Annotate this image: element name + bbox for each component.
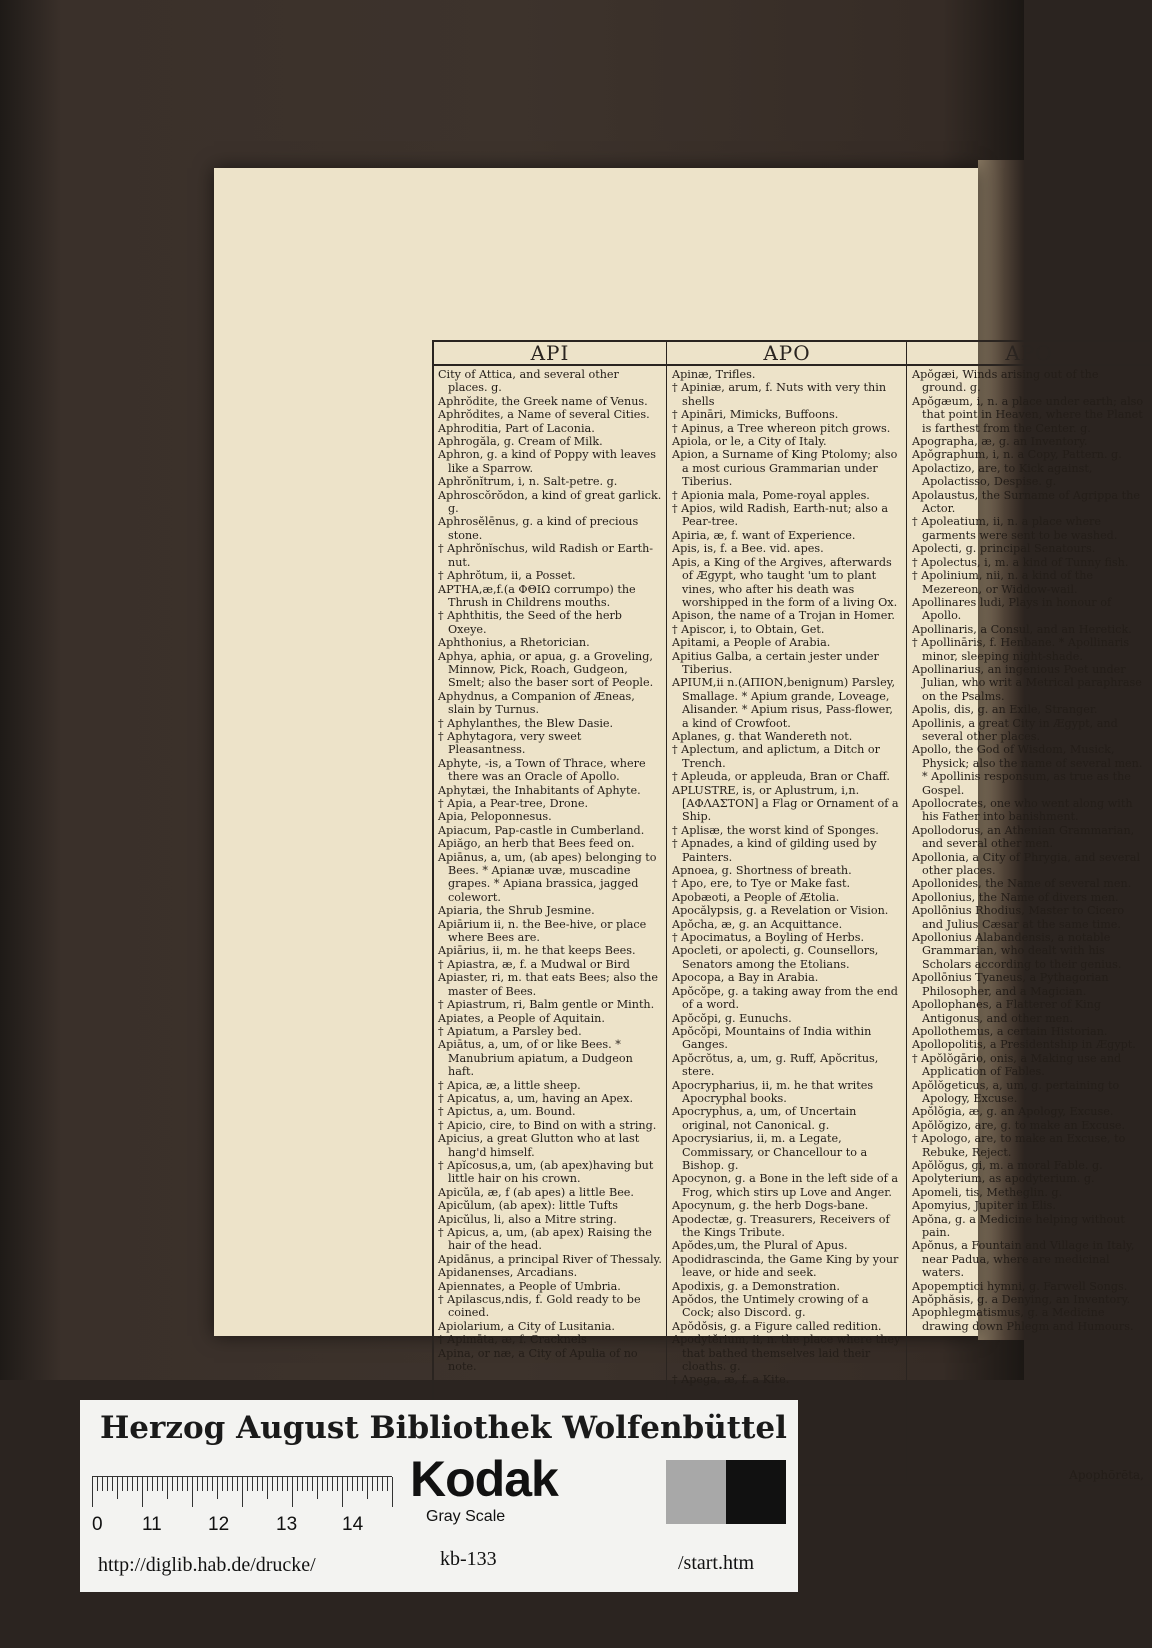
ruler-tick <box>117 1477 118 1499</box>
dictionary-entry: Apiola, or le, a City of Italy. <box>672 435 827 449</box>
ruler-tick <box>97 1477 98 1491</box>
ruler-tick <box>337 1477 338 1491</box>
dictionary-entry: † Apicus, a, um, (ab apex) Raising the hair of the head. <box>438 1226 652 1253</box>
ruler-tick <box>287 1477 288 1491</box>
dictionary-entry: Apŏlŏgus, gi, m. a moral Fable. g. <box>912 1158 1103 1172</box>
dictionary-entry: Apiārius, ii, m. he that keeps Bees. <box>438 944 636 958</box>
ruler-tick <box>217 1477 218 1499</box>
dictionary-entry: † Apiastrum, ri, Balm gentle or Minth. <box>438 998 655 1012</box>
dictionary-entry: Apitami, a People of Arabia. <box>672 636 831 650</box>
dictionary-entry: Apocrypharius, ii, m. he that writes Apocryphal books. <box>672 1078 874 1105</box>
dictionary-entry: Apobæoti, a People of Ætolia. <box>672 890 840 904</box>
dictionary-entry: Apollocrates, one who went along with his Father into banishment. <box>912 797 1133 824</box>
dictionary-entry: Apocynum, g. the herb Dogs-bane. <box>672 1199 869 1213</box>
dictionary-entry: Apiolarium, a City of Lusitania. <box>438 1319 615 1333</box>
dictionary-entry: † Apictus, a, um. Bound. <box>438 1105 576 1119</box>
dictionary-entry: Aphyte, -is, a Town of Thrace, where there was an Oracle of Apollo. <box>438 756 646 784</box>
dictionary-entry: † Apĭcosus,a, um, (ab apex)having but little hair on his crown. <box>438 1158 654 1186</box>
ruler-tick <box>147 1477 148 1491</box>
ruler-tick <box>377 1477 378 1491</box>
ruler-tick <box>262 1477 263 1491</box>
dictionary-entry: Apŏdŏsis, g. a Figure called redition. <box>672 1319 882 1333</box>
dictionary-entry: Apopemptici hymni, g. Farwell Songs. <box>912 1279 1128 1293</box>
dictionary-entry: † Apilascus,ndis, f. Gold ready to be coined. <box>438 1293 641 1320</box>
dictionary-entry: † Apionia mala, Pome-royal apples. <box>672 488 870 502</box>
dictionary-entry: Apion, a Surname of King Ptolomy; also a most curious Grammarian under Tiberius. <box>672 448 898 489</box>
ruler-tick <box>257 1477 258 1491</box>
ruler-tick <box>372 1477 373 1491</box>
dictionary-entry: Apollōnius Rhodius, Master to Cicero and Julius Cæsar at the same time. <box>912 904 1125 931</box>
dictionary-entry: Apitius Galba, a certain jester under Tiberius. <box>672 649 879 676</box>
dictionary-entry: Apidanenses, Arcadians. <box>438 1266 578 1280</box>
dictionary-entry: Apocryphus, a, um, of Uncertain original, not Canonical. g. <box>672 1105 857 1132</box>
dictionary-entry: Apis, is, f. a Bee. vid. apes. <box>672 542 824 556</box>
ruler-tick <box>212 1477 213 1491</box>
dictionary-entry: † Apiatum, a Parsley bed. <box>438 1024 582 1038</box>
dictionary-entry: Apicius, a great Glutton who at last hang'd himself. <box>438 1132 640 1159</box>
dictionary-entry: † Aphrŏnĭschus, wild Radish or Earth-nut. <box>438 542 654 569</box>
dictionary-entry: Apŏgæi, Winds arising out of the ground. g. <box>912 368 1099 395</box>
dictionary-entry: Apollōnius Tyaneus, a Pythagorian Philosopher, and a Magician. <box>912 971 1109 998</box>
dictionary-entry: † Apo, ere, to Tye or Make fast. <box>672 877 851 891</box>
dictionary-entry: Apodixis, g. a Demonstration. <box>672 1279 840 1293</box>
column-left <box>438 368 662 1480</box>
ruler-tick <box>347 1477 348 1491</box>
dictionary-entry: Aphrogăla, g. Cream of Milk. <box>438 435 603 449</box>
dictionary-entry: † Apiscor, i, to Obtain, Get. <box>672 622 825 636</box>
dictionary-entry: † Apicatus, a, um, having an Apex. <box>438 1091 634 1105</box>
dictionary-entry: † Apega, æ, f. a Kite. <box>672 1373 790 1387</box>
ruler-tick <box>192 1477 193 1507</box>
dictionary-entry: Apocleti, or apolecti, g. Counsellors, Senators among the Etolians. <box>672 944 879 971</box>
dictionary-entry: † Apica, æ, a little sheep. <box>438 1078 581 1092</box>
ruler-tick <box>387 1477 388 1491</box>
dictionary-entry: Apolis, dis, g. an Exile, Stranger. <box>912 703 1098 717</box>
dictionary-entry: Apŏphăsis, g. a Denying, an Inventory. <box>912 1293 1131 1307</box>
dictionary-entry: † Apŏlŏgārio, onis, a Making use and Application of Fables. <box>912 1051 1122 1079</box>
ruler-tick <box>127 1477 128 1491</box>
dictionary-entry: Apiaria, the Shrub Jesmine. <box>438 904 595 918</box>
dictionary-entry: Aphya, aphia, or apua, g. a Groveling, Minnow, Pick, Roach, Gudgeon, Smelt; also the baser sort of People. <box>438 649 654 690</box>
dictionary-entry: Apŏgraphum, i, n. a Copy, Pattern. g. <box>912 448 1122 462</box>
dictionary-entry: City of Attica, and several other places. g. <box>438 368 619 395</box>
dictionary-entry: Apiānus, a, um, (ab apes) belonging to Bees. * Apianæ uvæ, muscadine grapes. * Apiana brassica, jagged colewort. <box>438 850 657 904</box>
start-path: /start.htm <box>678 1552 755 1574</box>
dictionary-entry: † Apināri, Mimicks, Buffoons. <box>672 408 839 422</box>
page-frame <box>432 340 1152 1486</box>
ruler-number: 14 <box>342 1514 364 1535</box>
dictionary-entry: Apiātus, a, um, of or like Bees. * Manubrium apiatum, a Dudgeon haft. <box>438 1038 633 1079</box>
ruler-tick <box>112 1477 113 1491</box>
dictionary-entry: Apiennates, a People of Umbria. <box>438 1279 621 1293</box>
ruler-tick <box>362 1477 363 1491</box>
dictionary-entry: Apolyterium, as apodyterium. g. <box>912 1172 1095 1186</box>
ruler-tick <box>167 1477 168 1499</box>
dictionary-entry: † Aphthitis, the Seed of the herb Oxeye. <box>438 609 622 636</box>
black-patch <box>726 1460 786 1524</box>
dictionary-entry: Apodidrascinda, the Game King by your leave, or hide and seek. <box>672 1252 899 1280</box>
dictionary-entry: Apŏcŏpi, Mountains of India within Ganges. <box>672 1024 872 1052</box>
ruler-tick <box>107 1477 108 1491</box>
dictionary-entry: † Aphrŏtum, ii, a Posset. <box>438 569 576 583</box>
dictionary-entry: † Apia, a Pear-tree, Drone. <box>438 797 589 810</box>
dictionary-entry: Apŏcŏpe, g. a taking away from the end of a word. <box>672 984 898 1012</box>
ruler-tick <box>237 1477 238 1491</box>
catchword: Apophōrēta, <box>1069 1468 1144 1482</box>
dictionary-entry: † Apimāta, æ, f. Cracknels <box>438 1333 587 1347</box>
ruler-tick <box>327 1477 328 1491</box>
dictionary-entry: Apollonides, the Name of several men. <box>912 877 1132 891</box>
dictionary-entry: Apophlegmatismus, g. a Medicine drawing down Phlegm and Humours. <box>912 1306 1134 1333</box>
measurement-ruler <box>92 1476 392 1507</box>
dictionary-entry: † Apollināris, f. Henbane. * Apollinaris minor, sleeping night-shade. <box>912 636 1130 663</box>
dictionary-entry: Apodectæ, g. Treasurers, Receivers of the Kings Tribute. <box>672 1212 890 1239</box>
dictionary-entry: Apiacum, Pap-castle in Cumberland. <box>438 823 645 837</box>
dictionary-entry: Apnoea, g. Shortness of breath. <box>672 864 852 878</box>
dictionary-entry: Apollinis, a great City in Ægypt, and several other places. <box>912 716 1118 743</box>
dictionary-entry: Aphytæi, the Inhabitants of Aphyte. <box>438 783 641 797</box>
ruler-tick <box>242 1477 243 1507</box>
ruler-tick <box>277 1477 278 1491</box>
dictionary-entry: Apollopolitis, a Presidentship in Ægypt. <box>912 1038 1136 1052</box>
dictionary-entry: Apŏdos, the Untimely crowing of a Cock; also Discord. g. <box>672 1293 869 1320</box>
dictionary-entry: † Apinus, a Tree whereon pitch grows. <box>672 421 891 435</box>
header-apo-right: APO <box>906 342 1151 366</box>
column-rule <box>906 366 907 1482</box>
dictionary-entry: † Apiastra, æ, f. a Mudwal or Bird <box>438 957 630 971</box>
dictionary-entry: † Aphytagora, very sweet Pleasantness. <box>438 729 582 757</box>
ruler-tick <box>202 1477 203 1491</box>
ruler-tick <box>122 1477 123 1491</box>
dictionary-entry: Apicŭla, æ, f (ab apes) a little Bee. <box>438 1185 634 1199</box>
dictionary-entry: Aphrŏdites, a Name of several Cities. <box>438 408 650 422</box>
ruler-tick <box>252 1477 253 1491</box>
dictionary-entry: Apŏlŏgeticus, a, um, g. pertaining to Apology, Excuse. <box>912 1078 1120 1105</box>
dictionary-entry: Apŏgæum, i, n. a place under earth; also that point in Heaven, where the Planet is farthest from the Center. g. <box>912 394 1144 435</box>
ruler-tick <box>232 1477 233 1491</box>
dictionary-entry: Aphroscŏrŏdon, a kind of great garlick. g. <box>438 488 662 516</box>
dictionary-entry: Apomeli, tis, Metheglin. g. <box>912 1185 1063 1199</box>
dictionary-entry: Aphron, g. a kind of Poppy with leaves like a Sparrow. <box>438 448 657 475</box>
ruler-tick <box>227 1477 228 1491</box>
dictionary-entry: Apollinaris, a Consul, and an Heretick. <box>912 622 1132 636</box>
dictionary-entry: Apina, or næ, a City of Apulia of no note. <box>438 1346 638 1374</box>
dictionary-entry: † Apicio, cire, to Bind on with a string. <box>438 1118 657 1132</box>
dictionary-entry: † Apiniæ, arum, f. Nuts with very thin shells <box>672 381 887 408</box>
dictionary-entry: Apicŭlum, (ab apex): little Tufts <box>438 1199 618 1213</box>
ruler-tick <box>157 1477 158 1491</box>
dictionary-entry: † Apocimatus, a Boyling of Herbs. <box>672 931 865 945</box>
dictionary-entry: † Aplectum, and aplictum, a Ditch or Trench. <box>672 743 880 770</box>
ruler-tick <box>382 1477 383 1491</box>
dictionary-entry: Apollinares ludi, Plays in honour of Apollo. <box>912 595 1112 623</box>
column-rule <box>666 366 667 1482</box>
dictionary-entry: Apŏlŏgia, æ, g. an Apology, Excuse. <box>912 1105 1114 1119</box>
ruler-tick <box>302 1477 303 1491</box>
ruler-tick <box>317 1477 318 1499</box>
dictionary-entry: Aphrŏdite, the Greek name of Venus. <box>438 394 648 408</box>
dictionary-entry: Apinæ, Trifles. <box>672 368 756 381</box>
dictionary-entry: Aphydnus, a Companion of Æneas, slain by Turnus. <box>438 689 635 717</box>
dictionary-entry: Apia, Peloponnesus. <box>438 810 552 824</box>
ruler-tick <box>367 1477 368 1499</box>
dictionary-entry: Apollonia, a City of Phrygia, and several other places. <box>912 850 1141 878</box>
dictionary-entry: Apiārium ii, n. the Bee-hive, or place where Bees are. <box>438 917 647 945</box>
dictionary-entry: † Apoleatium, ii, n. a place where garments were sent to be washed. <box>912 515 1118 542</box>
ruler-tick <box>297 1477 298 1491</box>
dictionary-entry: Apis, a King of the Argives, afterwards of Ægypt, who taught 'um to plant vines, who after his death was worshipped in the form of a living Ox. <box>672 555 898 609</box>
dictionary-entry: Aphrŏnĭtrum, i, n. Salt-petre. g. <box>438 475 618 489</box>
dictionary-entry: Apolactizo, are, to Kick against, Apolactisso, Despise. g. <box>912 461 1093 489</box>
ruler-number: 0 <box>92 1514 103 1535</box>
dictionary-entry: Apocynon, g. a Bone in the left side of a Frog, which stirs up Love and Anger. <box>672 1172 899 1199</box>
column-middle <box>672 368 902 1480</box>
shelf-code: kb-133 <box>440 1548 497 1570</box>
header-api: API <box>434 342 666 366</box>
ruler-tick <box>142 1477 143 1507</box>
dictionary-entry: Apŏcrŏtus, a, um, g. Ruff, Apŏcritus, stere. <box>672 1051 879 1079</box>
header-apo-middle: APO <box>666 342 907 366</box>
source-url: http://diglib.hab.de/drucke/ <box>98 1554 316 1576</box>
dictionary-entry: Aphrosĕlēnus, g. a kind of precious stone. <box>438 515 639 542</box>
kodak-logo: Kodak <box>410 1451 558 1507</box>
dictionary-entry: Apiria, æ, f. want of Experience. <box>672 528 856 542</box>
ruler-tick <box>332 1477 333 1491</box>
ruler-tick <box>162 1477 163 1491</box>
dictionary-entry: Apŏnus, a Fountain and Village in Italy, near Padua, where are medicinal waters. <box>912 1239 1135 1280</box>
dictionary-entry: Apison, the name of a Trojan in Homer. <box>672 609 895 623</box>
dictionary-entry: Apollophanes, a Flatterer of King Antigonus, and other men. <box>912 998 1102 1025</box>
ruler-tick <box>132 1477 133 1491</box>
dictionary-entry: † Apleuda, or appleuda, Bran or Chaff. <box>672 770 890 784</box>
library-title: Herzog August Bibliothek Wolfenbüttel <box>100 1410 787 1446</box>
dictionary-entry: Apŏlŏgizo, are, g. to make an Excuse. <box>912 1118 1126 1132</box>
ruler-number: 11 <box>142 1514 162 1535</box>
column-right <box>912 368 1146 1464</box>
dictionary-entry: Apollodorus, an Athenian Grammarian, and several other men. <box>912 823 1135 851</box>
ruler-tick <box>307 1477 308 1491</box>
dictionary-entry: Apollinarius, an ingenious Poet under Julian, who writ a Metrical paraphrase on the Psalms. <box>912 662 1142 703</box>
dictionary-entry: † Aplisæ, the worst kind of Sponges. <box>672 823 879 837</box>
ruler-tick <box>182 1477 183 1491</box>
ruler-tick <box>282 1477 283 1491</box>
dictionary-entry: Apocrysiarius, ii, m. a Legate, Commissary, or Chancellour to a Bishop. g. <box>672 1132 868 1172</box>
dictionary-entry: Apollonius Alabandensis, a notable Grammarian, who dealt with his Scholars according to their genius. <box>912 931 1122 971</box>
dictionary-entry: Apiates, a People of Aquitain. <box>438 1011 605 1025</box>
dictionary-entry: APLUSTRE, is, or Aplustrum, i,n. [ΑΦΛΑΣΤΟΝ] a Flag or Ornament of a Ship. <box>672 783 899 824</box>
ruler-tick <box>312 1477 313 1491</box>
ruler-tick <box>152 1477 153 1491</box>
ruler-tick <box>177 1477 178 1491</box>
ruler-tick <box>222 1477 223 1491</box>
dictionary-entry: Apolaustus, the Surname of Agrippa the Actor. <box>912 488 1140 516</box>
ruler-tick <box>357 1477 358 1491</box>
ruler-tick <box>207 1477 208 1491</box>
dictionary-entry: Aplanes, g. that Wandereth not. <box>672 729 853 743</box>
dictionary-entry: † Apolinium, nii, n. a kind of the Mezereon, or Widdow-wail. <box>912 569 1094 596</box>
dictionary-entry: Apŏdes,um, the Plural of Apus. <box>672 1239 848 1253</box>
ruler-tick <box>272 1477 273 1491</box>
dictionary-entry: Apidānus, a principal River of Thessaly. <box>438 1252 662 1266</box>
ruler-tick <box>92 1477 93 1507</box>
dictionary-entry: Apicŭlus, li, also a Mitre string. <box>438 1212 617 1226</box>
ruler-tick <box>352 1477 353 1491</box>
dictionary-entry: † Apologo, are, to make an Excuse, to Rebuke, Reject. <box>912 1132 1126 1159</box>
dictionary-entry: † Apnades, a kind of gilding used by Painters. <box>672 837 877 864</box>
gray-scale-label: Gray Scale <box>426 1508 506 1525</box>
dictionary-entry: † Apolectus, i, m. a kind of Tunny fish. <box>912 555 1129 569</box>
ruler-tick <box>172 1477 173 1491</box>
ruler-tick <box>187 1477 188 1491</box>
ruler-tick <box>292 1477 293 1507</box>
dictionary-entry: Apocălypsis, g. a Revelation or Vision. <box>672 904 889 918</box>
ruler-tick <box>197 1477 198 1491</box>
dictionary-entry: Apŏna, g. a Medicine helping without pain. <box>912 1212 1125 1239</box>
ruler-tick <box>392 1477 393 1507</box>
dictionary-entry: Apomyius, Jupiter in Elis. <box>912 1199 1056 1213</box>
archive-label-card <box>80 1400 798 1592</box>
dictionary-entry: Aphthonius, a Rhetorician. <box>438 636 590 650</box>
dictionary-entry: Apollonius, the Name of divers men. <box>912 890 1119 904</box>
dictionary-entry: Apodytĕrium, ii, n. the place where they that bathed themselves laid their cloaths. g. <box>672 1333 901 1374</box>
ruler-tick <box>342 1477 343 1507</box>
gray-patch <box>666 1460 726 1524</box>
dictionary-entry: † Aphylanthes, the Blew Dasie. <box>438 716 614 730</box>
dictionary-entry: Apollo, the God of Wisdom, Musick, Physick; also the name of several men. * Apollinis responsum, as true as the Gospel. <box>912 743 1143 797</box>
dictionary-entry: † Apios, wild Radish, Earth-nut; also a Pear-tree. <box>672 502 889 529</box>
dictionary-entry: APIUM,ii n.(ΑΠΙΟΝ,benignum) Parsley, Smallage. * Apium grande, Loveage, Alisander. * Apium risus, Pass-flower, a kind of Crowfoot. <box>672 676 896 730</box>
ruler-number: 12 <box>208 1514 230 1535</box>
dictionary-entry: Apiaster, ri, m. that eats Bees; also the master of Bees. <box>438 971 658 998</box>
dictionary-entry: Apollothemus, a certain Historian. <box>912 1024 1108 1038</box>
ruler-tick <box>322 1477 323 1491</box>
ruler-tick <box>102 1477 103 1491</box>
ruler-number: 13 <box>276 1514 298 1535</box>
ruler-tick <box>137 1477 138 1491</box>
dictionary-entry: Apiăgo, an herb that Bees feed on. <box>438 837 635 851</box>
dictionary-entry: Apographa, æ, g. an Inventory. <box>912 435 1088 449</box>
dictionary-entry: Apocopa, a Bay in Arabia. <box>672 971 819 985</box>
dictionary-entry: Apŏcŏpi, g. Eunuchs. <box>672 1011 792 1025</box>
ruler-tick <box>267 1477 268 1499</box>
ruler-tick <box>247 1477 248 1491</box>
dictionary-entry: APTHA,æ,f.(a ΦΘΙΩ corrumpo) the Thrush in Childrens mouths. <box>438 582 636 609</box>
dictionary-entry: Aphroditia, Part of Laconia. <box>438 421 595 435</box>
dictionary-entry: Apolecti, g. principal Senatours. <box>912 542 1096 556</box>
dictionary-entry: Apŏcha, æ, g. an Acquittance. <box>672 917 843 931</box>
